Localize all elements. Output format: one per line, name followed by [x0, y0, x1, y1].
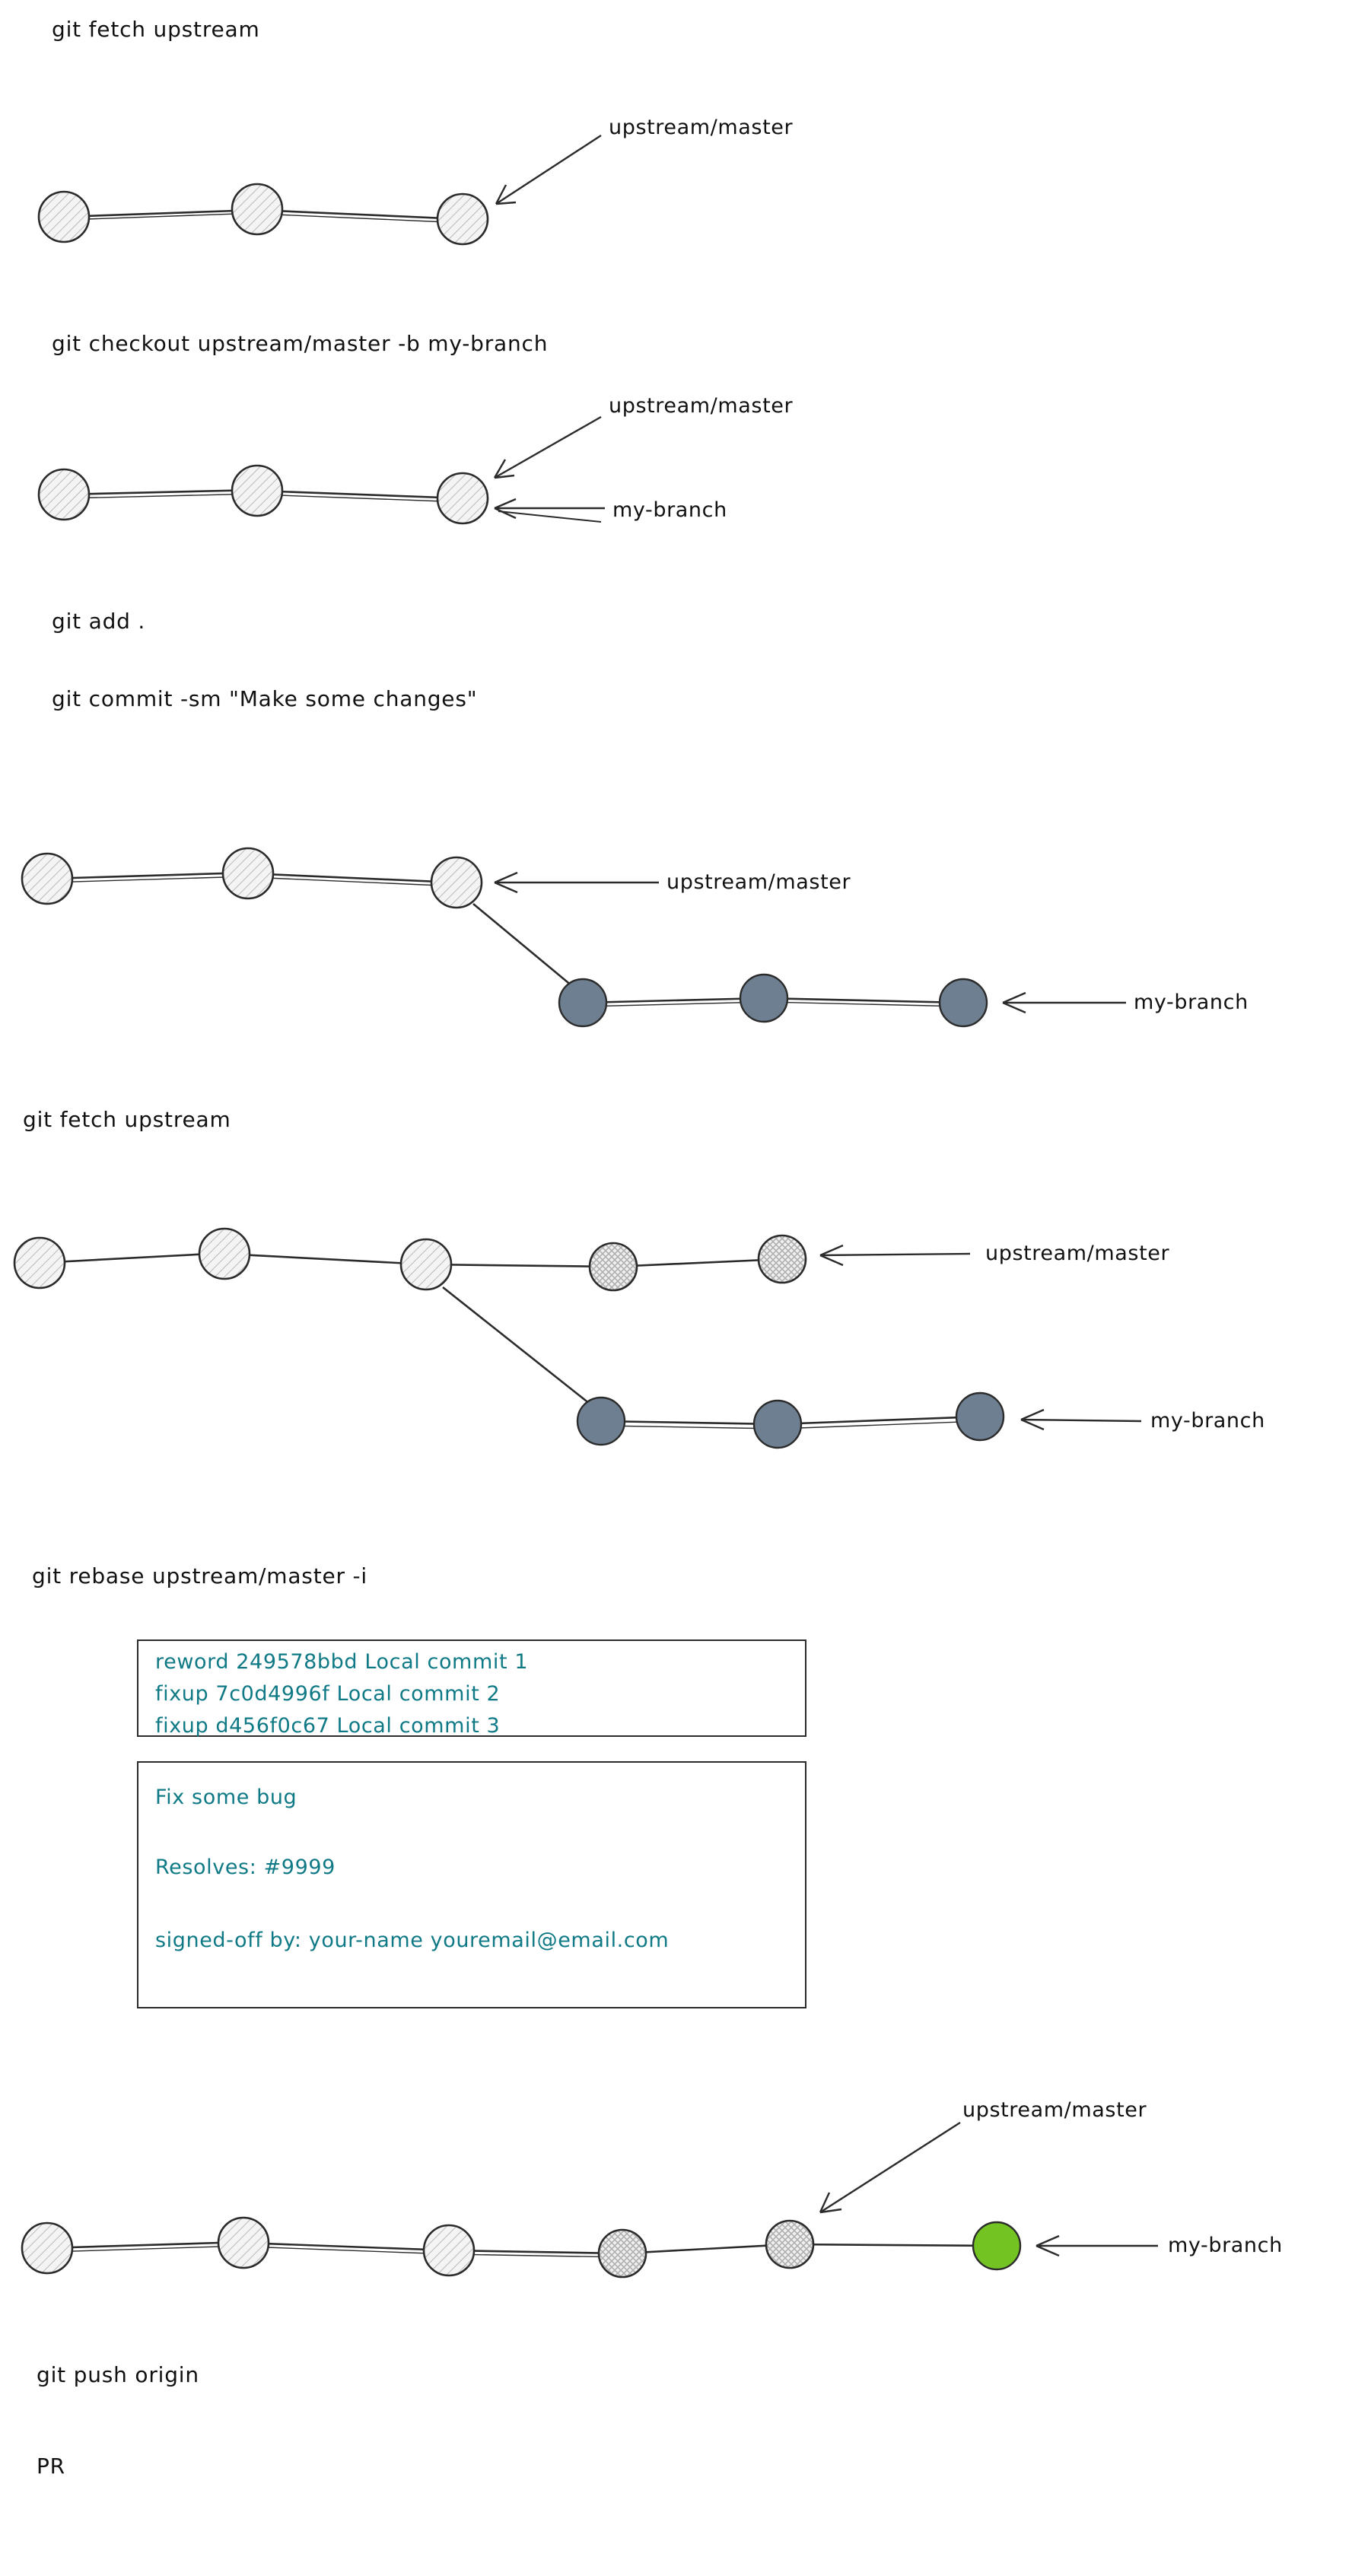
- rebase-todo-editor: [137, 1639, 806, 1737]
- command-git-commit: git commit -sm "Make some changes": [52, 686, 478, 711]
- commit-message-editor: [137, 1761, 806, 2008]
- rebase-todo-line-2: fixup 7c0d4996f Local commit 2: [155, 1682, 501, 1706]
- commit-message-resolves: Resolves: #9999: [155, 1856, 336, 1879]
- graph-commit: [22, 848, 1126, 1026]
- rebase-todo-line-1: reword 249578bbd Local commit 1: [155, 1650, 529, 1674]
- label-upstream-master-1: upstream/master: [609, 116, 794, 139]
- label-upstream-master-5: upstream/master: [962, 2098, 1147, 2122]
- label-upstream-master-3: upstream/master: [666, 870, 851, 894]
- rebase-todo-line-3: fixup d456f0c67 Local commit 3: [155, 1714, 501, 1738]
- label-my-branch-5: my-branch: [1168, 2234, 1283, 2257]
- graph-fetch-2: [14, 1229, 1141, 1448]
- graph-rebased: [22, 2123, 1158, 2277]
- commit-message-summary: Fix some bug: [155, 1786, 297, 1809]
- label-upstream-master-4: upstream/master: [985, 1242, 1170, 1265]
- commit-message-signoff: signed-off by: your-name youremail@email.com: [155, 1929, 670, 1952]
- label-upstream-master-2: upstream/master: [609, 394, 794, 418]
- command-git-checkout: git checkout upstream/master -b my-branch: [52, 331, 549, 356]
- label-my-branch-3: my-branch: [1134, 991, 1249, 1014]
- command-git-push: git push origin: [37, 2362, 199, 2387]
- command-pr: PR: [37, 2454, 65, 2479]
- command-git-add: git add .: [52, 609, 146, 634]
- command-git-rebase: git rebase upstream/master -i: [32, 1563, 367, 1589]
- label-my-branch-4: my-branch: [1150, 1409, 1265, 1433]
- label-my-branch-2: my-branch: [612, 498, 727, 522]
- command-git-fetch-2: git fetch upstream: [23, 1107, 231, 1132]
- graph-fetch-1: [39, 135, 601, 244]
- graph-checkout: [39, 417, 605, 523]
- command-git-fetch-1: git fetch upstream: [52, 17, 260, 42]
